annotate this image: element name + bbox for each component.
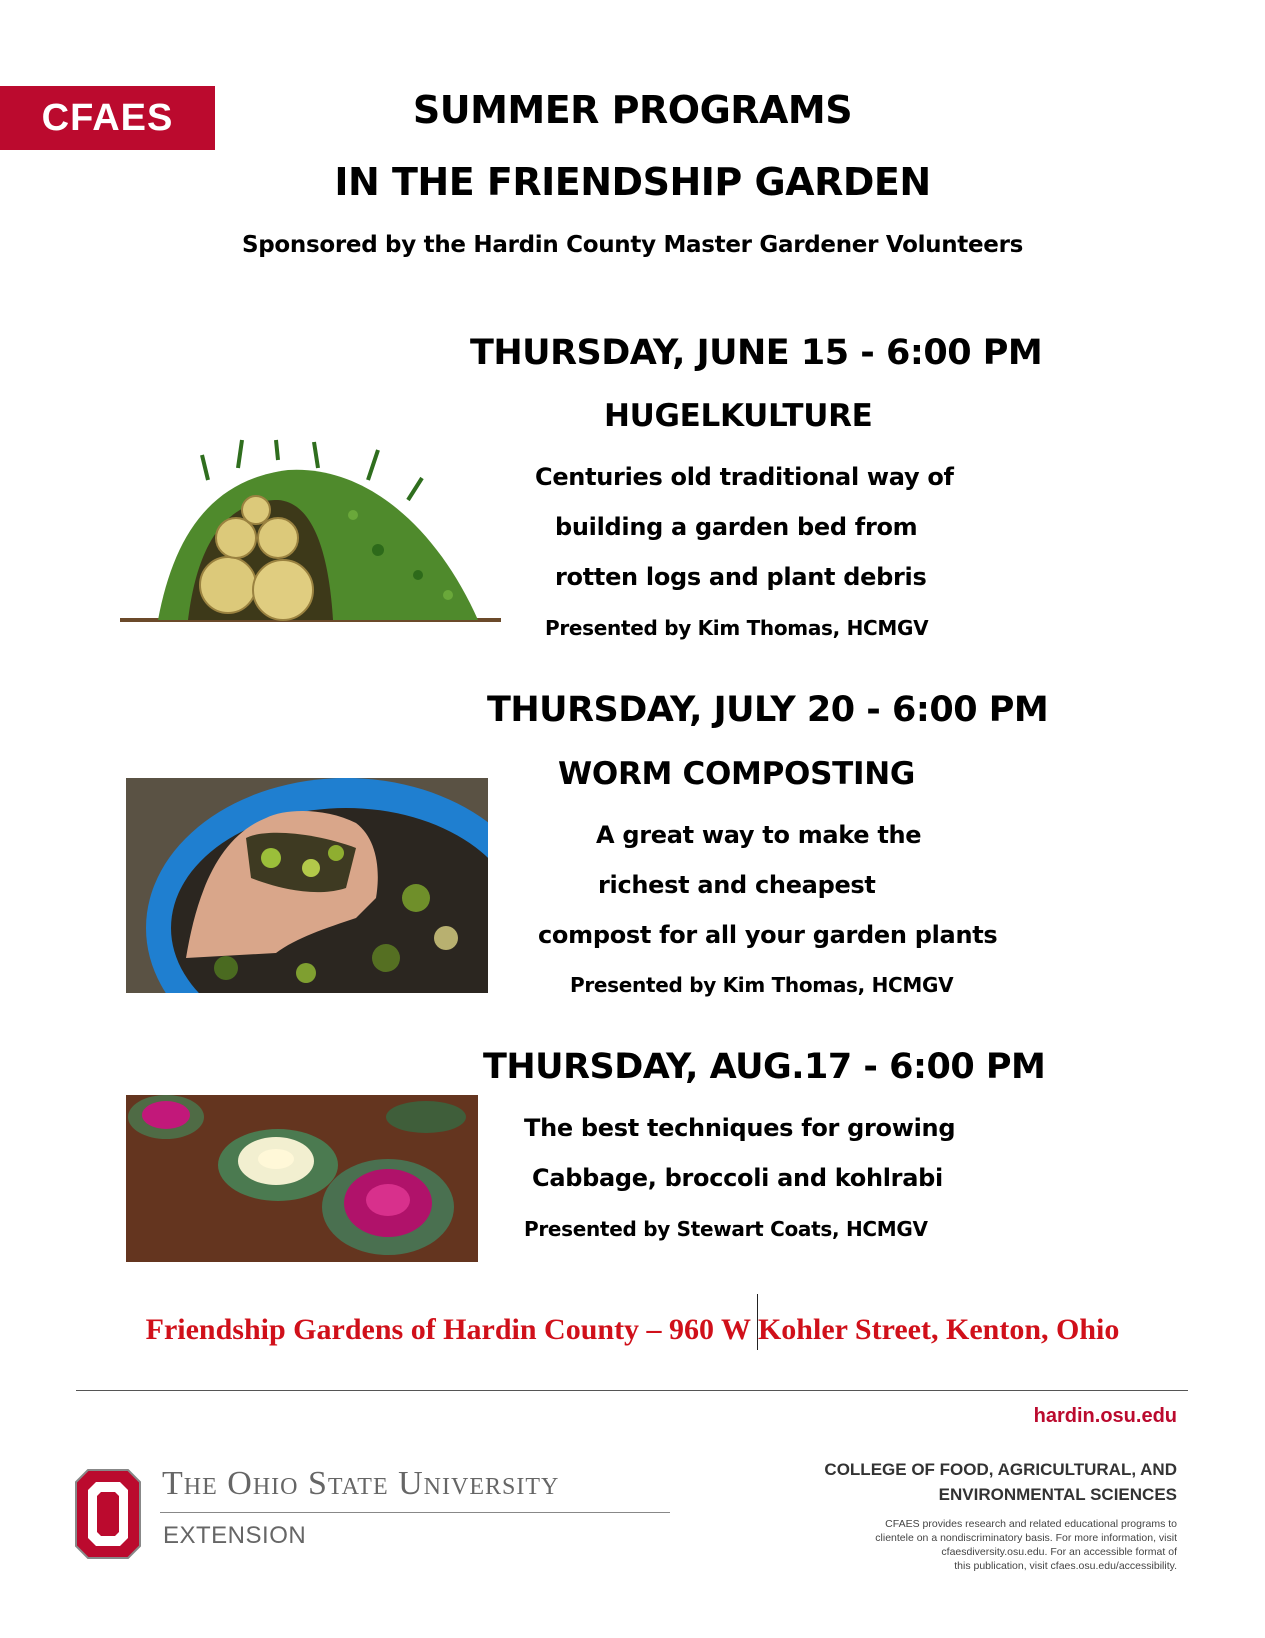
event-1-date: THURSDAY, JUNE 15 - 6:00 PM xyxy=(470,333,1043,373)
fine-print-4: this publication, visit cfaes.osu.edu/accessibility. xyxy=(954,1560,1177,1572)
title-line-1: SUMMER PROGRAMS xyxy=(412,88,853,132)
address-line: Friendship Gardens of Hardin County – 960 W Kohler Street, Kenton, Ohio xyxy=(145,1313,1120,1346)
event-3-presenter: Presented by Stewart Coats, HCMGV xyxy=(524,1217,928,1241)
worm-composting-image xyxy=(126,778,488,993)
osu-name: The Ohio State University xyxy=(162,1465,560,1502)
osu-rule xyxy=(160,1512,670,1513)
event-1-desc-2: building a garden bed from xyxy=(555,513,918,541)
college-line-2: ENVIRONMENTAL SCIENCES xyxy=(938,1485,1177,1504)
event-2-desc-2: richest and cheapest xyxy=(598,871,876,899)
sponsor-line: Sponsored by the Hardin County Master Gardener Volunteers xyxy=(241,232,1024,258)
event-1-presenter: Presented by Kim Thomas, HCMGV xyxy=(545,616,929,640)
footer-divider xyxy=(76,1390,1188,1391)
event-1-desc-3: rotten logs and plant debris xyxy=(555,563,927,591)
event-2-topic: WORM COMPOSTING xyxy=(558,756,915,792)
ornamental-cabbage-image xyxy=(126,1095,478,1262)
event-3-date: THURSDAY, AUG.17 - 6:00 PM xyxy=(483,1047,1046,1087)
osu-block-o-logo xyxy=(74,1468,142,1560)
event-2-date: THURSDAY, JULY 20 - 6:00 PM xyxy=(487,690,1049,730)
event-2-desc-1: A great way to make the xyxy=(596,821,922,849)
footer-url-link[interactable]: hardin.osu.edu xyxy=(1033,1405,1177,1427)
osu-extension: EXTENSION xyxy=(163,1522,307,1549)
fine-print-2: clientele on a nondiscriminatory basis. For more information, visit xyxy=(875,1532,1177,1544)
event-2-presenter: Presented by Kim Thomas, HCMGV xyxy=(570,973,954,997)
hugelkultur-image xyxy=(118,430,503,630)
cfaes-badge: CFAES xyxy=(0,86,215,150)
event-3-desc-2: Cabbage, broccoli and kohlrabi xyxy=(532,1164,943,1192)
fine-print-3: cfaesdiversity.osu.edu. For an accessible format of xyxy=(941,1546,1177,1558)
event-1-topic: HUGELKULTURE xyxy=(604,398,873,434)
event-2-desc-3: compost for all your garden plants xyxy=(538,921,998,949)
title-line-2: IN THE FRIENDSHIP GARDEN xyxy=(334,160,931,204)
event-3-desc-1: The best techniques for growing xyxy=(524,1114,956,1142)
fine-print-1: CFAES provides research and related educational programs to xyxy=(885,1518,1177,1530)
event-1-desc-1: Centuries old traditional way of xyxy=(535,463,954,491)
college-line-1: COLLEGE OF FOOD, AGRICULTURAL, AND xyxy=(824,1460,1177,1479)
